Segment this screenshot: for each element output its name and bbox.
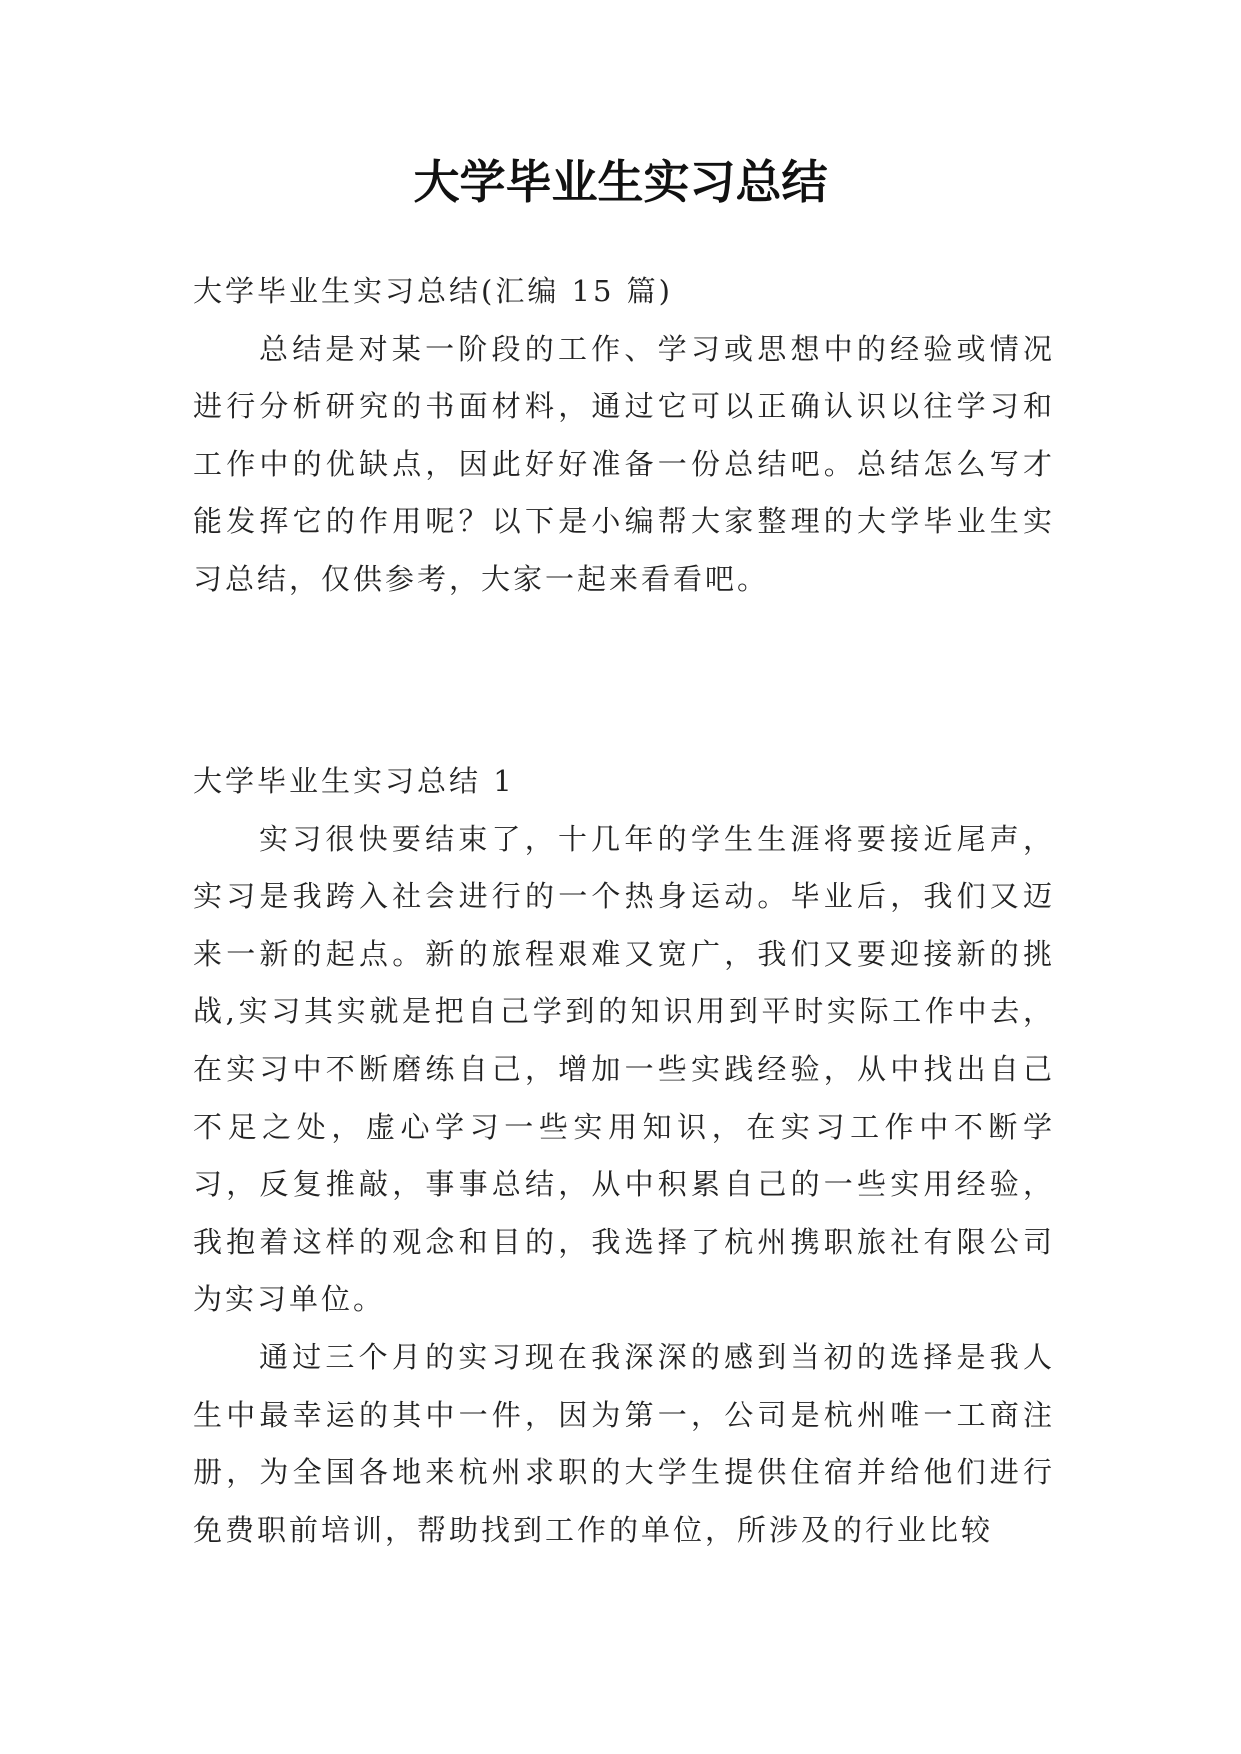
section-1-paragraph-2: 通过三个月的实习现在我深深的感到当初的选择是我人生中最幸运的其中一件，因为第一，公司是杭州唯一工商注册，为全国各地来杭州求职的大学生提供住宿并给他们进行免费职前培训，帮助找到工作的单位，所涉及的行业比较 [193,1339,1055,1547]
section-1 [193,753,1055,1559]
section-1-paragraph-1: 实习很快要结束了，十几年的学生生涯将要接近尾声，实习是我跨入社会进行的一个热身运动。毕业后，我们又迈来一新的起点。新的旅程艰难又宽广，我们又要迎接新的挑战,实习其实就是把自己学到的知识用到平时实际工作中去，在实习中不断磨练自己，增加一些实践经验，从中找出自己不足之处，虚心学习一些实用知识，在实习工作中不断学习，反复推敲，事事总结，从中积累自己的一些实用经验，我抱着这样的观念和目的，我选择了杭州携职旅社有限公司为实习单位。 [193,821,1055,1317]
intro-section [193,263,1055,609]
intro-paragraph: 总结是对某一阶段的工作、学习或思想中的经验或情况进行分析研究的书面材料，通过它可以正确认识以往学习和工作中的优缺点，因此好好准备一份总结吧。总结怎么写才能发挥它的作用呢？以下是小编帮大家整理的大学毕业生实习总结，仅供参考，大家一起来看看吧。 [193,331,1055,596]
document-title: 大学毕业生实习总结 [413,155,828,209]
section-1-heading: 大学毕业生实习总结 1 [193,764,515,798]
document-subtitle: 大学毕业生实习总结(汇编 15 篇) [193,274,673,308]
